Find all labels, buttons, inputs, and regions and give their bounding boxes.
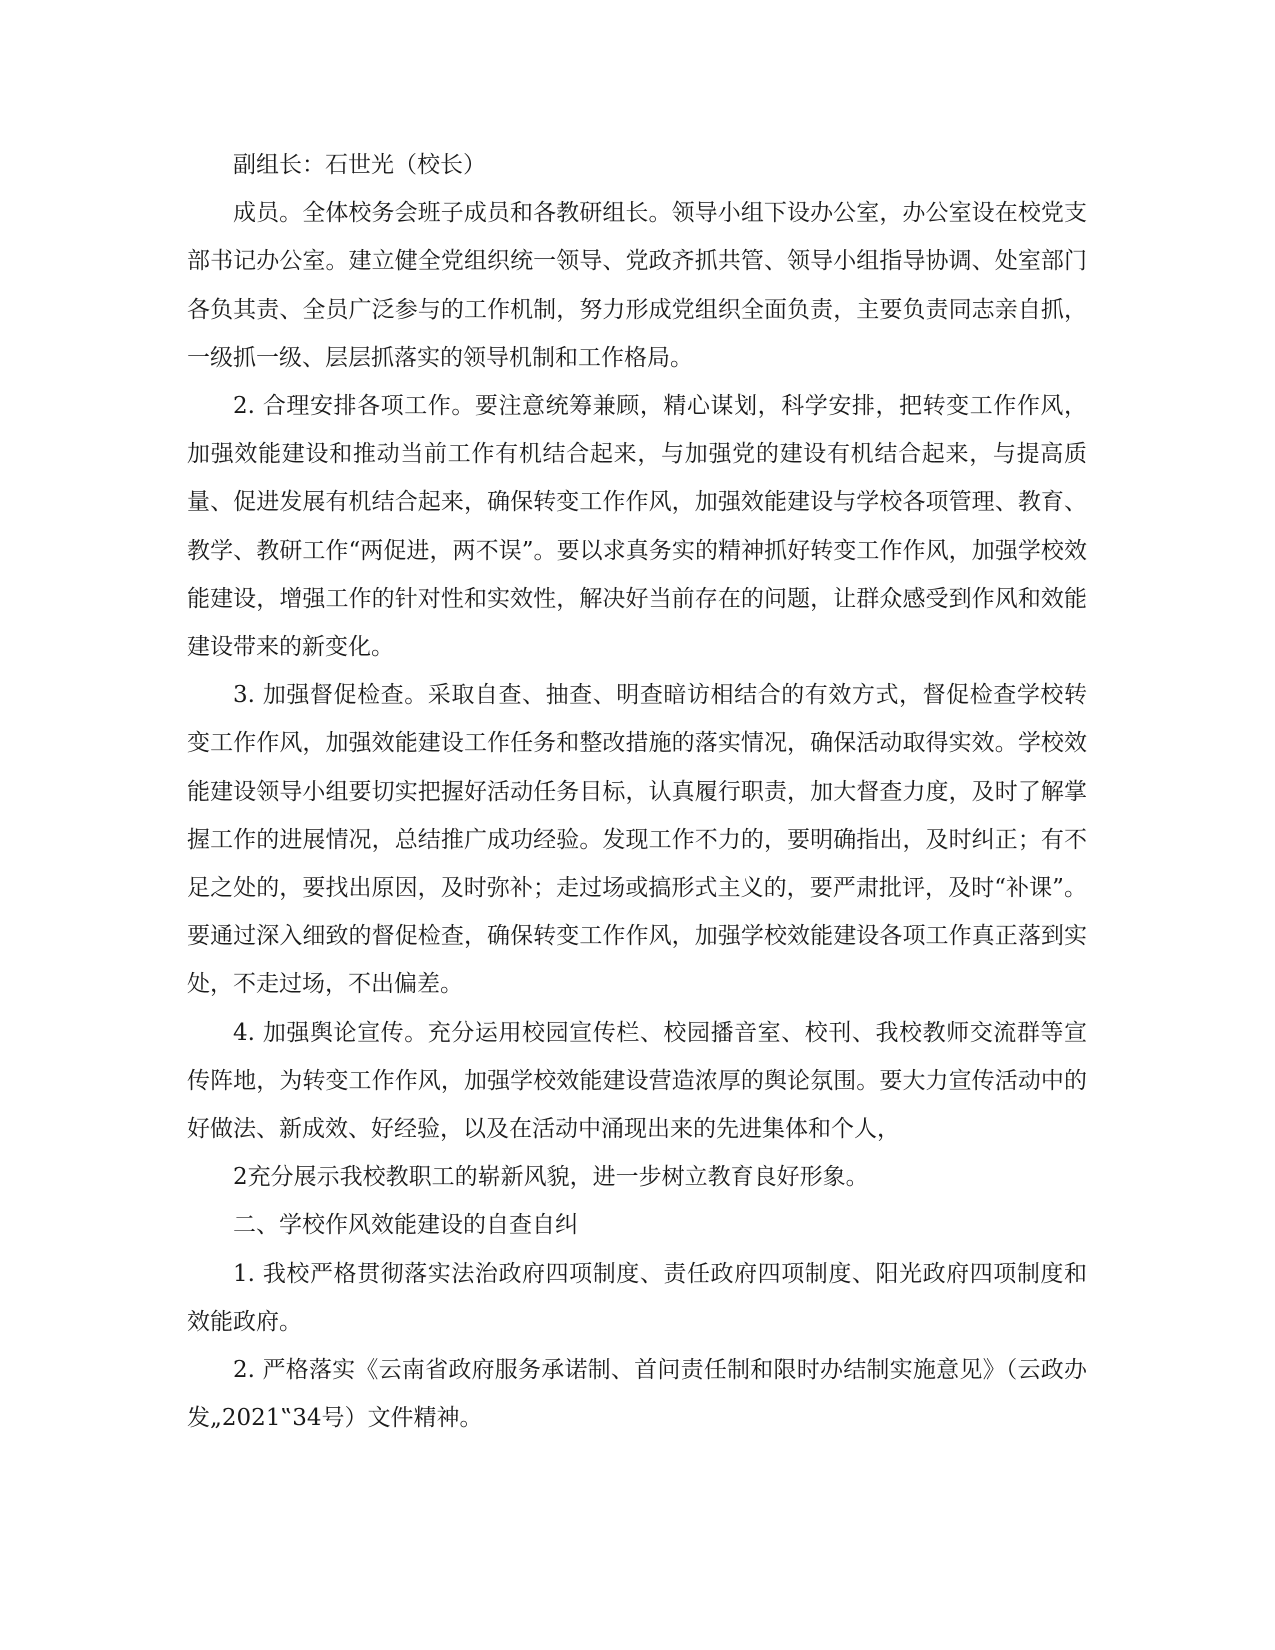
paragraph-members: 成员。全体校务会班子成员和各教研组长。领导小组下设办公室，办公室设在校党支部书记办公室。建立健全党组织统一领导、党政齐抓共管、领导小组指导协调、处室部门各负其责、全员广泛参与的工作机制，努力形成党组织全面负责，主要负责同志亲自抓，一级抓一级、层层抓落实的领导机制和工作格局。 [187,200,1087,371]
paragraph-self-item-1: 1. 我校严格贯彻落实法治政府四项制度、责任政府四项制度、阳光政府四项制度和效能政府。 [187,1260,1087,1335]
document-body [187,141,1087,1442]
paragraph-item-3-supervision: 3. 加强督促检查。采取自查、抽查、明查暗访相结合的有效方式，督促检查学校转变工作作风，加强效能建设工作任务和整改措施的落实情况，确保活动取得实效。学校效能建设领导小组要切实把握好活动任务目标，认真履行职责，加大督查力度，及时了解掌握工作的进展情况，总结推广成功经验。发现工作不力的，要明确指出，及时纠正；有不足之处的，要找出原因，及时弥补；走过场或搞形式主义的，要严肃批评，及时“补课”。要通过深入细致的督促检查，确保转变工作作风，加强学校效能建设各项工作真正落到实处，不走过场，不出偏差。 [187,682,1087,998]
paragraph-showcase: 2充分展示我校教职工的崭新风貌，进一步树立教育良好形象。 [233,1164,869,1191]
section-heading-self-inspection: 二、学校作风效能建设的自查自纠 [233,1212,578,1239]
paragraph-item-2-arrange-work: 2. 合理安排各项工作。要注意统筹兼顾，精心谋划，科学安排，把转变工作作风，加强效能建设和推动当前工作有机结合起来，与加强党的建设有机结合起来，与提高质量、促进发展有机结合起来，确保转变工作作风，加强效能建设与学校各项管理、教育、教学、教研工作“两促进，两不误”。要以求真务实的精神抓好转变工作作风，加强学校效能建设，增强工作的针对性和实效性，解决好当前存在的问题，让群众感受到作风和效能建设带来的新变化。 [187,393,1087,661]
paragraph-self-item-2: 2. 严格落实《云南省政府服务承诺制、首问责任制和限时办结制实施意见》（云政办发„2021‟34号）文件精神。 [187,1357,1087,1432]
paragraph-deputy-leader: 副组长：石世光（校长） [233,152,486,178]
paragraph-item-4-publicity: 4. 加强舆论宣传。充分运用校园宣传栏、校园播音室、校刊、我校教师交流群等宣传阵地，为转变工作作风，加强学校效能建设营造浓厚的舆论氛围。要大力宣传活动中的好做法、新成效、好经验，以及在活动中涌现出来的先进集体和个人， [187,1019,1087,1143]
